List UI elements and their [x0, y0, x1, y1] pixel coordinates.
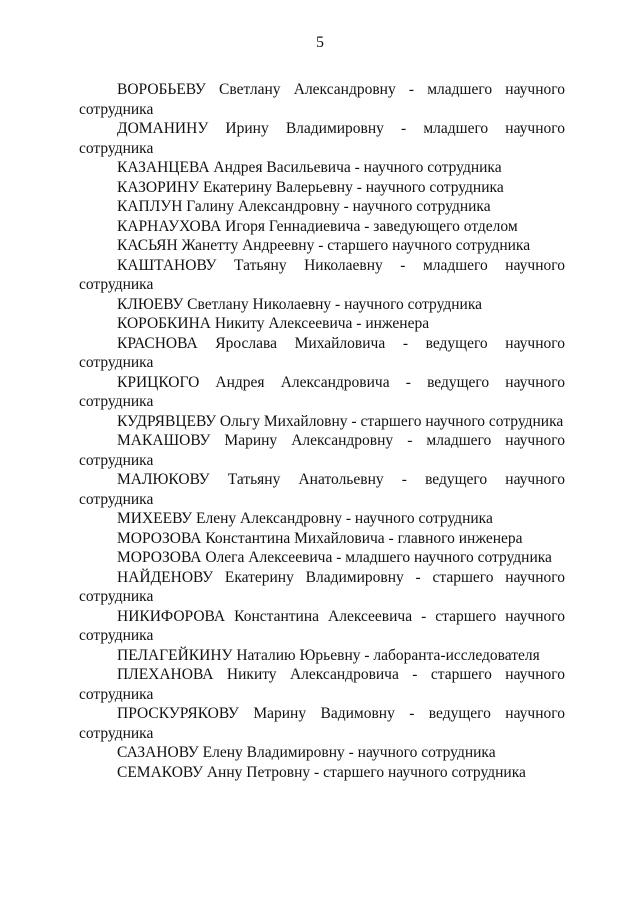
list-item: КАШТАНОВУ Татьяну Николаевну - младшего научного сотрудника: [79, 256, 565, 293]
list-item: МИХЕЕВУ Елену Александровну - научного сотрудника: [117, 510, 493, 527]
list-item: КАЗАНЦЕВА Андрея Васильевича - научного сотрудника: [117, 159, 502, 176]
list-item: КАРНАУХОВА Игоря Геннадиевича - заведующего отделом: [117, 217, 518, 235]
list-item: СЕМАКОВУ Анну Петровну - старшего научного сотрудника: [117, 763, 526, 781]
staff-list: [79, 80, 565, 782]
list-item: КРИЦКОГО Андрея Александровича - ведущего научного сотрудника: [79, 373, 565, 410]
list-item: НАЙДЕНОВУ Екатерину Владимировну - старшего научного сотрудника: [79, 568, 565, 605]
list-item: КЛЮЕВУ Светлану Николаевну - научного сотрудника: [117, 295, 483, 313]
list-item: ПЛЕХАНОВА Никиту Александровича - старшего научного сотрудника: [79, 666, 565, 703]
list-item: ПРОСКУРЯКОВУ Марину Вадимовну - ведущего научного сотрудника: [79, 705, 565, 742]
list-item: КАСЬЯН Жанетту Андреевну - старшего научного сотрудника: [117, 237, 531, 254]
list-item: КАЗОРИНУ Екатерину Валерьевну - научного сотрудника: [117, 178, 504, 196]
list-item: МАКАШОВУ Марину Александровну - младшего научного сотрудника: [79, 432, 565, 469]
list-item: ПЕЛАГЕЙКИНУ Наталию Юрьевну - лаборанта-исследователя: [117, 646, 540, 664]
list-item: ВОРОБЬЕВУ Светлану Александровну - младшего научного сотрудника: [79, 81, 565, 118]
page-number: 5: [316, 34, 324, 51]
list-item: КУДРЯВЦЕВУ Ольгу Михайловну - старшего научного сотрудника: [117, 412, 564, 430]
list-item: САЗАНОВУ Елену Владимировну - научного сотрудника: [117, 744, 496, 761]
list-item: МОРОЗОВА Олега Алексеевича - младшего научного сотрудника: [117, 549, 552, 566]
list-item: ДОМАНИНУ Ирину Владимировну - младшего научного сотрудника: [79, 120, 565, 157]
list-item: КРАСНОВА Ярослава Михайловича - ведущего научного сотрудника: [79, 334, 565, 371]
list-item: КОРОБКИНА Никиту Алексеевича - инженера: [117, 315, 430, 332]
list-item: МОРОЗОВА Константина Михайловича - главного инженера: [117, 529, 523, 547]
list-item: МАЛЮКОВУ Татьяну Анатольевну - ведущего научного сотрудника: [79, 471, 565, 508]
list-item: КАПЛУН Галину Александровну - научного сотрудника: [117, 198, 491, 215]
list-item: НИКИФОРОВА Константина Алексеевича - старшего научного сотрудника: [79, 607, 565, 644]
